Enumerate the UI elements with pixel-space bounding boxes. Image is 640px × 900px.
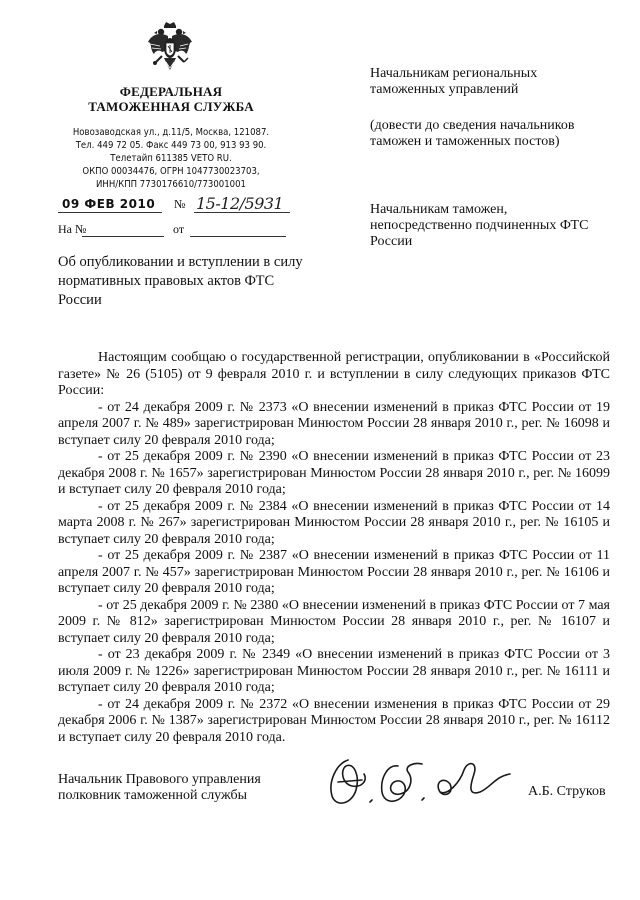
order-item-4: - от 25 декабря 2009 г. № 2387 «О внесении изменений в приказ ФТС России от 11 апреля 2007 г. № 457» зарегистрирован Минюстом России 28 января 2010 г., рег. № 16106 и вступает силу 20 февраля 2010 года;: [58, 548, 610, 596]
order-item-3: - от 25 декабря 2009 г. № 2384 «О внесении изменений в приказ ФТС России от 14 марта 2008 г. № 267» зарегистрирован Минюстом России 28 января 2010 г., рег. № 16105 и вступает силу 20 февраля 2010 года;: [58, 498, 610, 547]
order-item-6: - от 23 декабря 2009 г. № 2349 «О внесении изменений в приказ ФТС России от 3 июля 2009 г. № 1226» зарегистрирован Минюстом России 28 января 2010 г., рег. № 16111 и вступает силу 20 февраля 2010 года;: [58, 647, 610, 695]
addressee-regional: Начальникам региональных таможенных управлений: [370, 66, 538, 97]
contact-address: Новозаводская ул., д.11/5, Москва, 121087.: [72, 127, 270, 138]
number-underline: [194, 212, 290, 213]
date-underline: [58, 212, 162, 213]
letter-subject: Об опубликовании и вступлении в силу нормативных правовых актов ФТС России: [58, 254, 303, 308]
addressee-note: (довести до сведения начальников таможен и таможенных постов): [370, 118, 575, 149]
reply-date-field: [190, 236, 286, 237]
contact-phone: Тел. 449 72 05. Факс 449 73 00, 913 93 90.: [75, 140, 267, 151]
contact-teletype: Телетайп 611385 VETO RU.: [110, 153, 232, 164]
coat-of-arms-icon: [146, 20, 194, 76]
contact-inn: ИНН/КПП 7730176610/773001001: [96, 179, 246, 190]
signer-title: [58, 772, 261, 804]
reply-number-field: [82, 236, 164, 237]
outgoing-number: 15-12/5931: [196, 194, 284, 213]
agency-name-line1: ФЕДЕРАЛЬНАЯ: [119, 84, 223, 99]
outgoing-date-stamp: 09 ФЕВ 2010: [62, 197, 156, 211]
agency-contacts: [40, 126, 302, 191]
body-intro: Настоящим сообщаю о государственной регистрации, опубликовании в «Российской газете» № 26 (5105) от 9 февраля 2010 г. и вступлении в силу следующих приказов ФТС России:: [58, 350, 610, 398]
signer-title-line2: полковник таможенной службы: [58, 788, 248, 803]
order-item-2: - от 25 декабря 2009 г. № 2390 «О внесении изменений в приказ ФТС России от 23 декабря 2008 г. № 1657» зарегистрирован Минюстом России 28 января 2010 г., рег. № 16099 и вступает силу 20 февраля 2010 года;: [58, 449, 610, 497]
order-item-1: - от 24 декабря 2009 г. № 2373 «О внесении изменений в приказ ФТС России от 19 апреля 2007 г. № 489» зарегистрирован Минюстом России 28 января 2010 г., рег. № 16098 и вступает силу 20 февраля 2010 года;: [58, 399, 610, 448]
signer-name: А.Б. Струков: [528, 784, 606, 799]
letter-body: [58, 350, 610, 746]
reply-date-label: от: [173, 222, 185, 236]
signer-title-line1: Начальник Правового управления: [58, 772, 261, 787]
order-item-5: - от 25 декабря 2009 г. № 2380 «О внесении изменений в приказ ФТС России от 7 мая 2009 г. № 812» зарегистрирован Минюстом России 28 января 2010 г., рег. № 16107 и вступает силу 20 февраля 2010 года;: [58, 597, 610, 646]
order-item-7: - от 24 декабря 2009 г. № 2372 «О внесении изменения в приказ ФТС России от 29 декабря 2006 г. № 1387» зарегистрирован Минюстом России 28 января 2010 г., рег. № 16112 и вступает силу 20 февраля 2010 года.: [58, 696, 610, 745]
number-sign: №: [174, 197, 186, 211]
addressee-customs: Начальникам таможен, непосредственно подчиненных ФТС России: [370, 202, 589, 249]
handwritten-signature-icon: [318, 752, 518, 814]
agency-name-line2: ТАМОЖЕННАЯ СЛУЖБА: [88, 99, 254, 114]
reply-number-label: На №: [58, 222, 87, 236]
contact-okpo: ОКПО 00034476, ОГРН 1047730023703,: [82, 166, 260, 177]
